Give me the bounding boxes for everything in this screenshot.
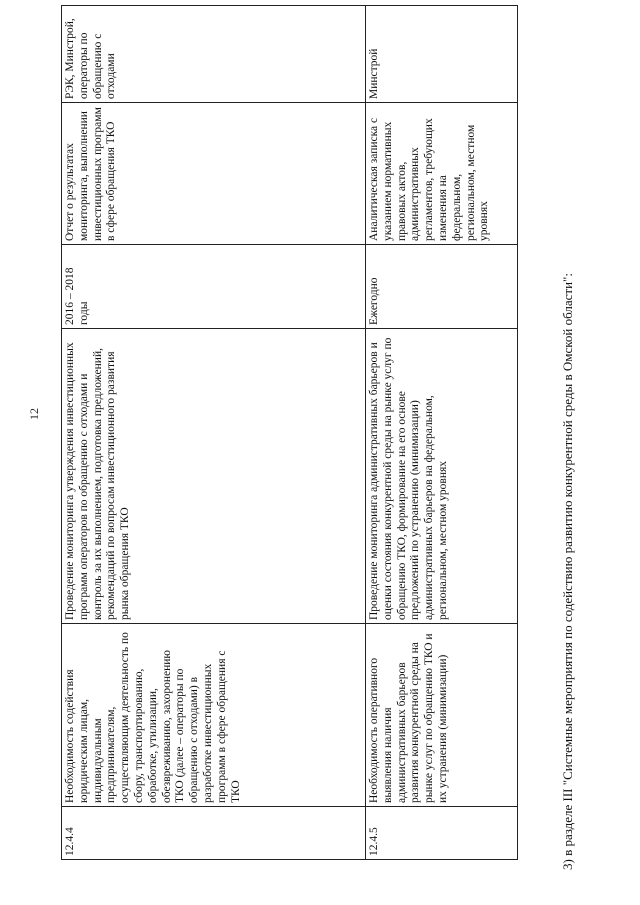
responsible-cell: РЭК, Минстрой, операторы по обращению с отходами xyxy=(62,6,366,103)
page-number: 12 xyxy=(27,408,41,420)
action-cell: Проведение мониторинга административных барьеров и оценки состояния конкурентной среды на рынке услуг по обращению ТКО, формирование на его основе предложений по устранению (минимизации) административных барьеров на федеральном, региональном, местном уровнях xyxy=(366,329,518,624)
row-number-cell: 12.4.5 xyxy=(366,807,518,860)
term-cell: Ежегодно xyxy=(366,245,518,329)
responsible-cell: Минстрой xyxy=(366,6,518,103)
table-row xyxy=(62,6,366,860)
result-cell: Отчет о результатах мониторинга, выполнении инвестиционных программ в сфере обращения ТКО xyxy=(62,103,366,245)
action-cell: Проведение мониторинга утверждения инвестиционных программ операторов по обращению с отходами и контроль за их выполнением, подготовка предложений, рекомендаций по вопросам инвестиционного развития рынка обращения ТКО xyxy=(62,329,366,624)
table-row xyxy=(366,6,518,860)
term-cell: 2016 – 2018 годы xyxy=(62,245,366,329)
section-footer-text: 3) в разделе III "Системные мероприятия по содействию развитию конкурентной среды в Омской области": xyxy=(560,273,575,870)
measures-table xyxy=(61,5,518,860)
result-cell: Аналитическая записка с указанием нормативных правовых актов, административных регламентов, требующих изменения на федеральном, региональном, местном уровнях xyxy=(366,103,518,245)
problem-cell: Необходимость содействия юридическим лицам, индивидуальным предпринимателям, осуществляющим деятельность по сбору, транспортированию, обработке, утилизации, обезвреживанию, захоронению ТКО (далее – операторы по обращению с отходами) в разработке инвестиционных программ в сфере обращения с ТКО xyxy=(62,624,366,807)
row-number-cell: 12.4.4 xyxy=(62,807,366,860)
measures-table-wrapper xyxy=(61,18,517,860)
problem-cell: Необходимость оперативного выявления наличия административных барьеров развития конкурентной среды на рынке услуг по обращению ТКО и их устранения (минимизации) xyxy=(366,624,518,807)
